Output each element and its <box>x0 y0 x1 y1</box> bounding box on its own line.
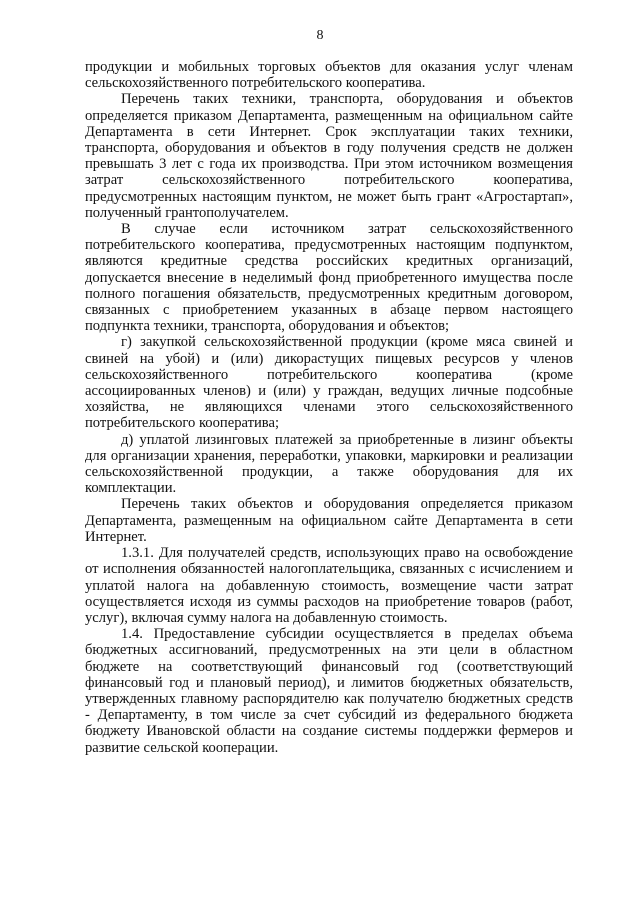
paragraph: Перечень таких объектов и оборудования определяется приказом Департамента, размещенным на официальном сайте Департамента в сети Интернет. <box>85 496 573 545</box>
paragraph: д) уплатой лизинговых платежей за приобретенные в лизинг объекты для организации хранения, переработки, упаковки, маркировки и реализации сельскохозяйственной продукции, а также оборудования для их комплектации. <box>85 431 573 497</box>
paragraph: 1.3.1. Для получателей средств, использующих право на освобождение от исполнения обязанностей налогоплательщика, связанных с исчислением и уплатой налога на добавленную стоимость, возмещение части затрат осуществляется исходя из суммы расходов на приобретение товаров (работ, услуг), включая сумму налога на добавленную стоимость. <box>85 545 573 626</box>
document-body <box>85 59 573 756</box>
paragraph: Перечень таких техники, транспорта, оборудования и объектов определяется приказом Департамента, размещенным на официальном сайте Департамента в сети Интернет. Срок эксплуатации таких техники, транспорта, оборудования и объектов в году получения средств не должен превышать 3 лет с года их производства. При этом источником возмещения затрат сельскохозяйственного потребительского кооператива, предусмотренных настоящим пунктом, не может быть грант «Агростартап», полученный грантополучателем. <box>85 91 573 221</box>
paragraph: 1.4. Предоставление субсидии осуществляется в пределах объема бюджетных ассигнований, предусмотренных на эти цели в областном бюджете на соответствующий финансовый год (соответствующий финансовый год и плановый период), и лимитов бюджетных обязательств, утвержденных главному распорядителю как получателю бюджетных средств - Департаменту, в том числе за счет субсидий из федерального бюджета бюджету Ивановской области на создание системы поддержки фермеров и развитие сельской кооперации. <box>85 626 573 756</box>
page-number: 8 <box>316 28 324 43</box>
paragraph: продукции и мобильных торговых объектов для оказания услуг членам сельскохозяйственного потребительского кооператива. <box>85 59 573 92</box>
paragraph: г) закупкой сельскохозяйственной продукции (кроме мяса свиней и свиней на убой) и (или) дикорастущих пищевых ресурсов у членов сельскохозяйственного потребительского кооператива (кроме ассоциированных членов) и (или) у граждан, ведущих личные подсобные хозяйства, не являющихся членами этого сельскохозяйственного потребительского кооператива; <box>85 334 573 432</box>
paragraph: В случае если источником затрат сельскохозяйственного потребительского кооператива, предусмотренных настоящим подпунктом, являются кредитные средства российских кредитных организаций, допускается внесение в неделимый фонд приобретенного имущества после полного погашения обязательств, предусмотренных кредитным договором, связанных с приобретением указанных в абзаце первом настоящего подпункта техники, транспорта, оборудования и объектов; <box>85 221 573 335</box>
